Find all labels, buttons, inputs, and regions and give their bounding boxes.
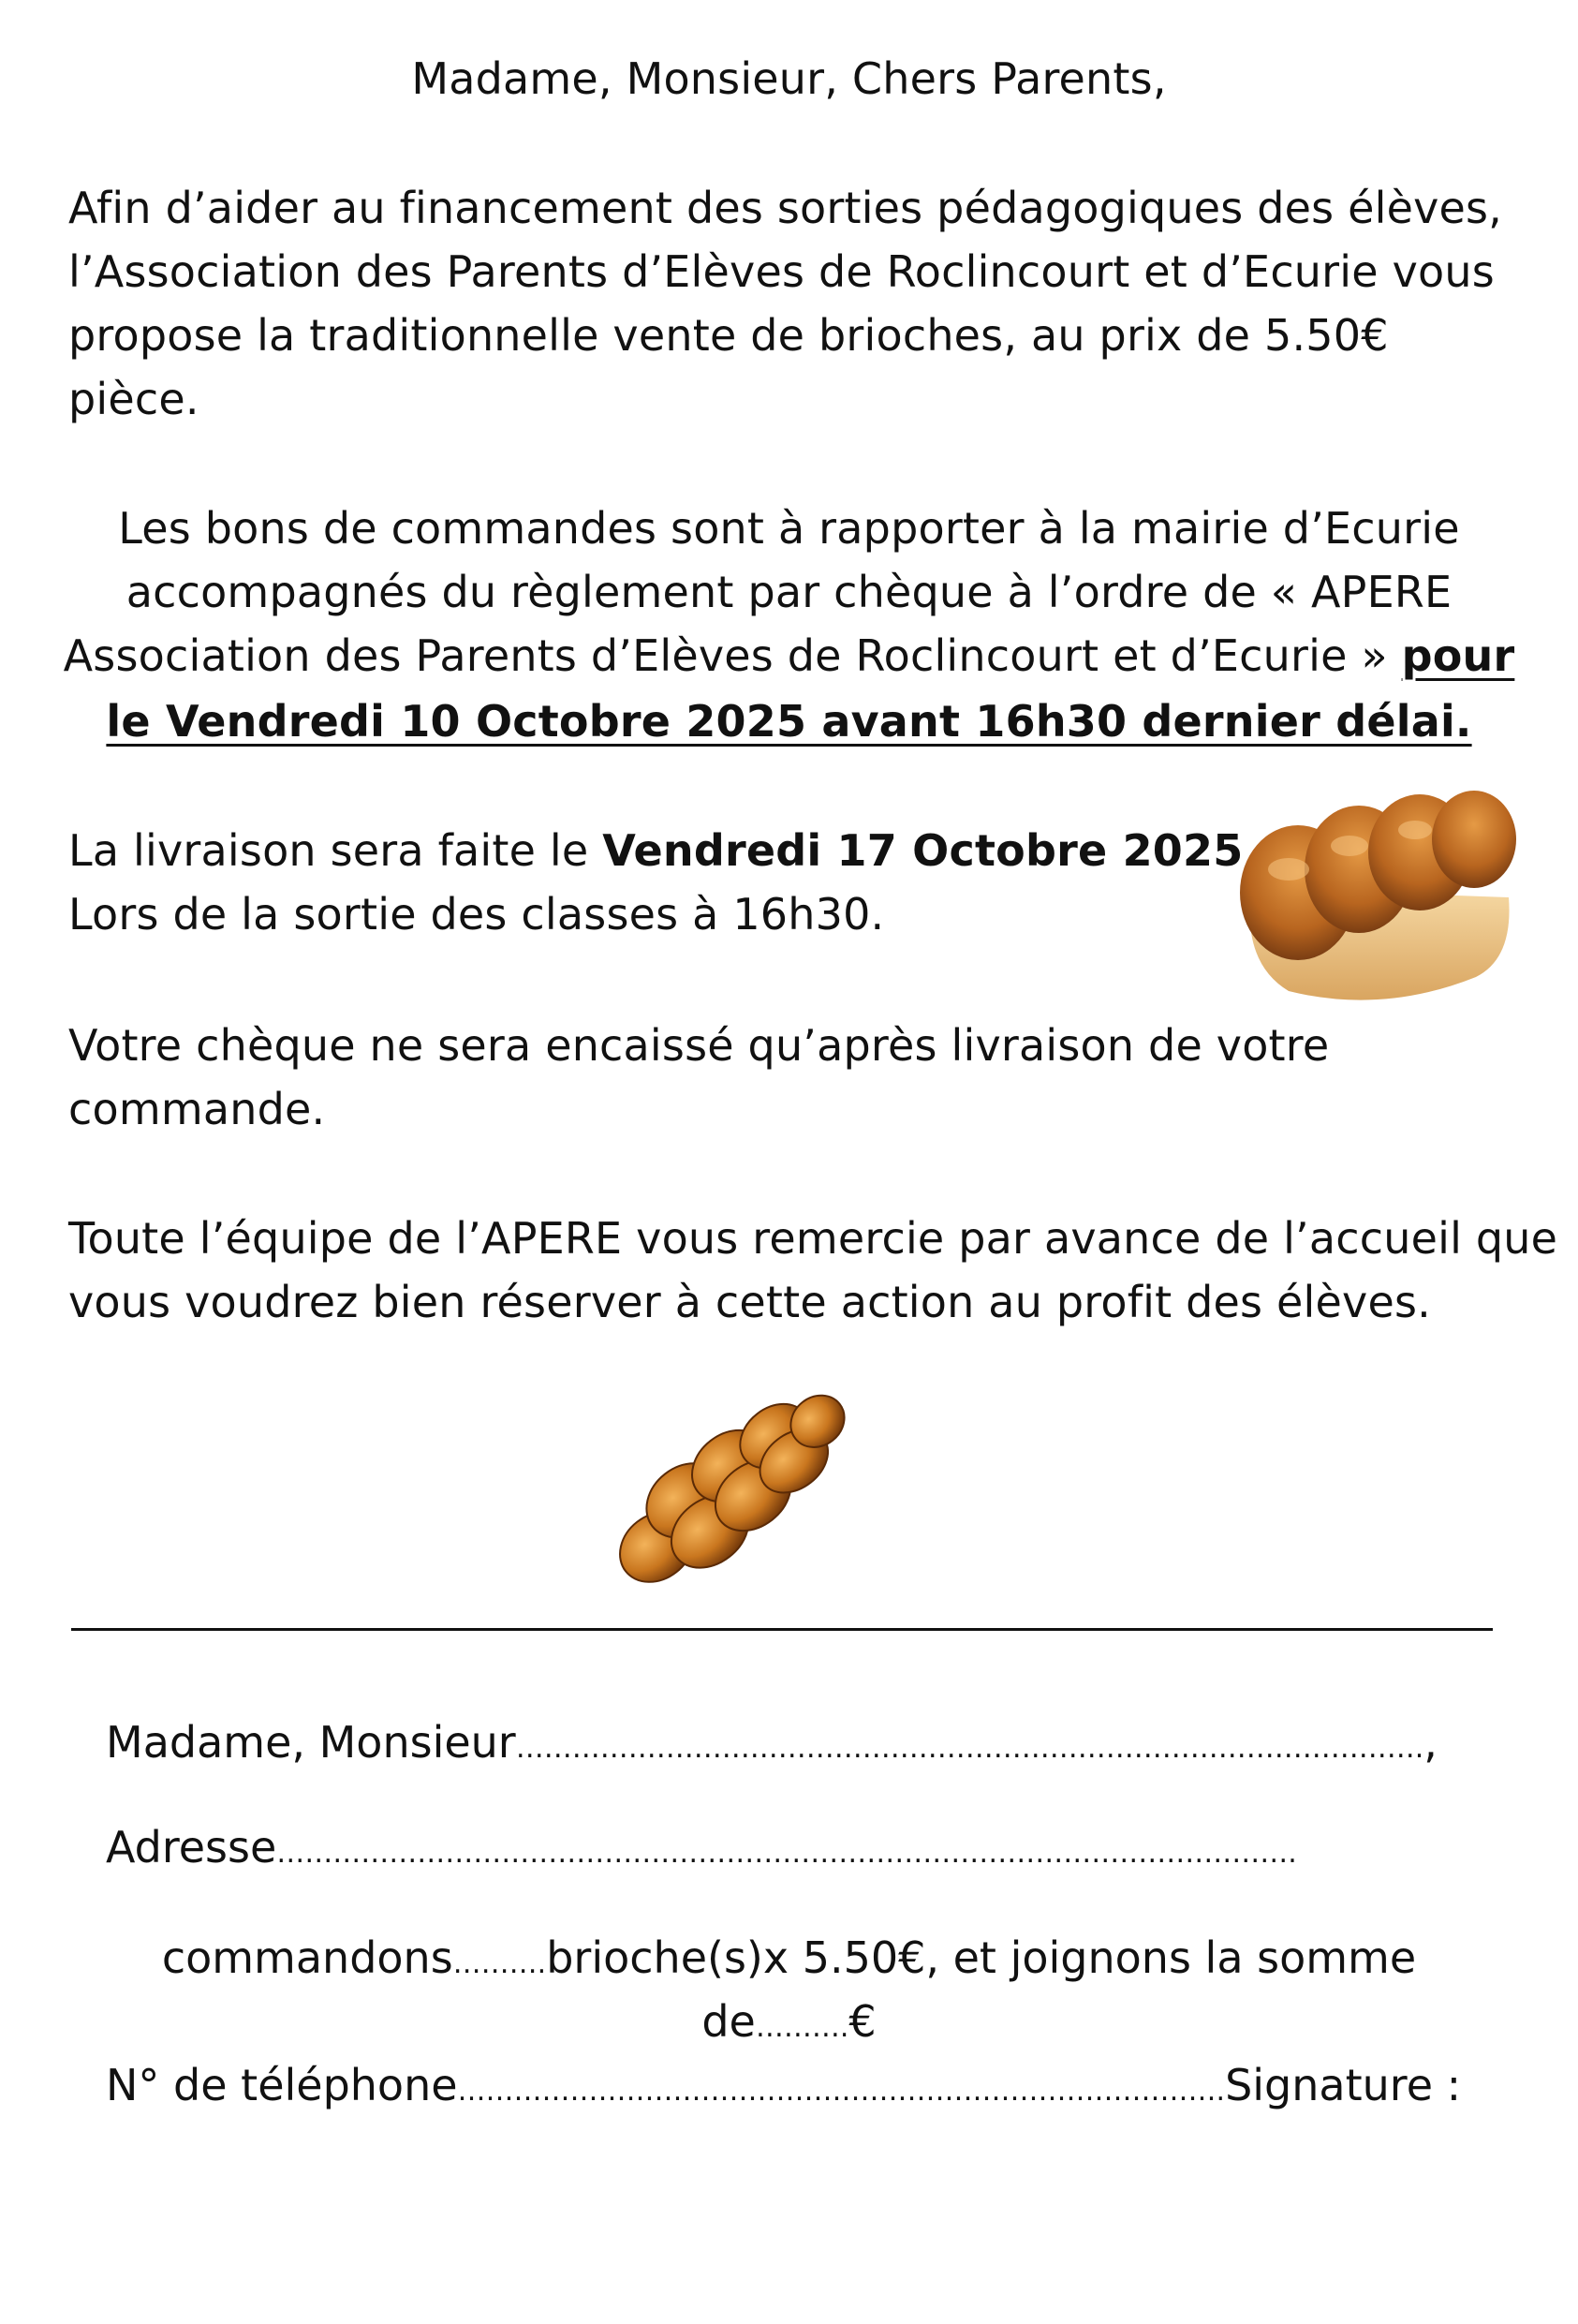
- form-sum-field[interactable]: ……….: [755, 2011, 849, 2044]
- para2-deadline: le Vendredi 10 Octobre 2025 avant 16h30 dernier délai.: [106, 696, 1472, 747]
- form-sum-label: de: [701, 1996, 756, 2047]
- form-quantity-field[interactable]: ……….: [452, 1947, 547, 1980]
- cheque-line1: Votre chèque ne sera encaissé qu’après livraison de votre: [68, 1020, 1330, 1071]
- form-phone-label: N° de téléphone: [106, 2060, 458, 2110]
- cut-line: [71, 1628, 1493, 1631]
- greeting: Madame, Monsieur, Chers Parents,: [411, 53, 1167, 104]
- form-name-line: [106, 1710, 1438, 1781]
- para2-deadline-start: pour: [1401, 630, 1515, 681]
- delivery-text: La livraison sera faite le: [68, 825, 603, 876]
- form-order-line1: [0, 1926, 1578, 1996]
- delivery-date: Vendredi 17 Octobre 2025: [602, 825, 1244, 876]
- delivery-line2: Lors de la sortie des classes à 16h30.: [68, 889, 885, 940]
- para2-line1: Les bons de commandes sont à rapporter à la mairie d’Ecurie: [118, 503, 1460, 554]
- form-name-label: Madame, Monsieur: [106, 1717, 516, 1768]
- form-address-line: [106, 1815, 1297, 1886]
- form-address-label: Adresse: [106, 1822, 277, 1873]
- thanks-line1: Toute l’équipe de l’APERE vous remercie par avance de l’accueil que: [68, 1213, 1558, 1264]
- para2-line4: [0, 689, 1578, 753]
- brioche-loaf-image: [1232, 776, 1523, 1014]
- para2-line2: accompagnés du règlement par chèque à l’ordre de « APERE: [125, 567, 1453, 617]
- para1-line1: Afin d’aider au financement des sorties pédagogiques des élèves,: [68, 183, 1503, 233]
- para1-line2: l’Association des Parents d’Elèves de Roclincourt et d’Ecurie vous: [68, 246, 1495, 297]
- form-address-field[interactable]: ……………………………………………………………………………………………….: [276, 1837, 1297, 1870]
- braided-brioche-image: [599, 1377, 862, 1602]
- form-name-field[interactable]: …………………………………………………………………………………….: [515, 1732, 1424, 1765]
- form-phone-field[interactable]: ……………………………………………………………………….: [457, 2075, 1226, 2108]
- para2-line3: [0, 624, 1578, 688]
- form-name-end: ,: [1423, 1717, 1438, 1768]
- para2-line3-text: Association des Parents d’Elèves de Roclincourt et d’Ecurie »: [63, 630, 1402, 681]
- para1-line3: propose la traditionnelle vente de brioches, au prix de 5.50€: [68, 310, 1389, 361]
- form-sum-currency: €: [848, 1996, 877, 2047]
- para1-line4: pièce.: [68, 374, 199, 424]
- thanks-line2: vous voudrez bien réserver à cette action au profit des élèves.: [68, 1277, 1431, 1327]
- form-phone-line: [106, 2053, 1461, 2124]
- form-order-line2: [0, 1990, 1578, 2060]
- form-order-label: commandons: [161, 1932, 453, 1983]
- form-signature-label: Signature :: [1225, 2060, 1462, 2110]
- cheque-line2: commande.: [68, 1084, 326, 1134]
- form-order-text: brioche(s)x 5.50€, et joignons la somme: [546, 1932, 1417, 1983]
- delivery-line1: [68, 819, 1243, 882]
